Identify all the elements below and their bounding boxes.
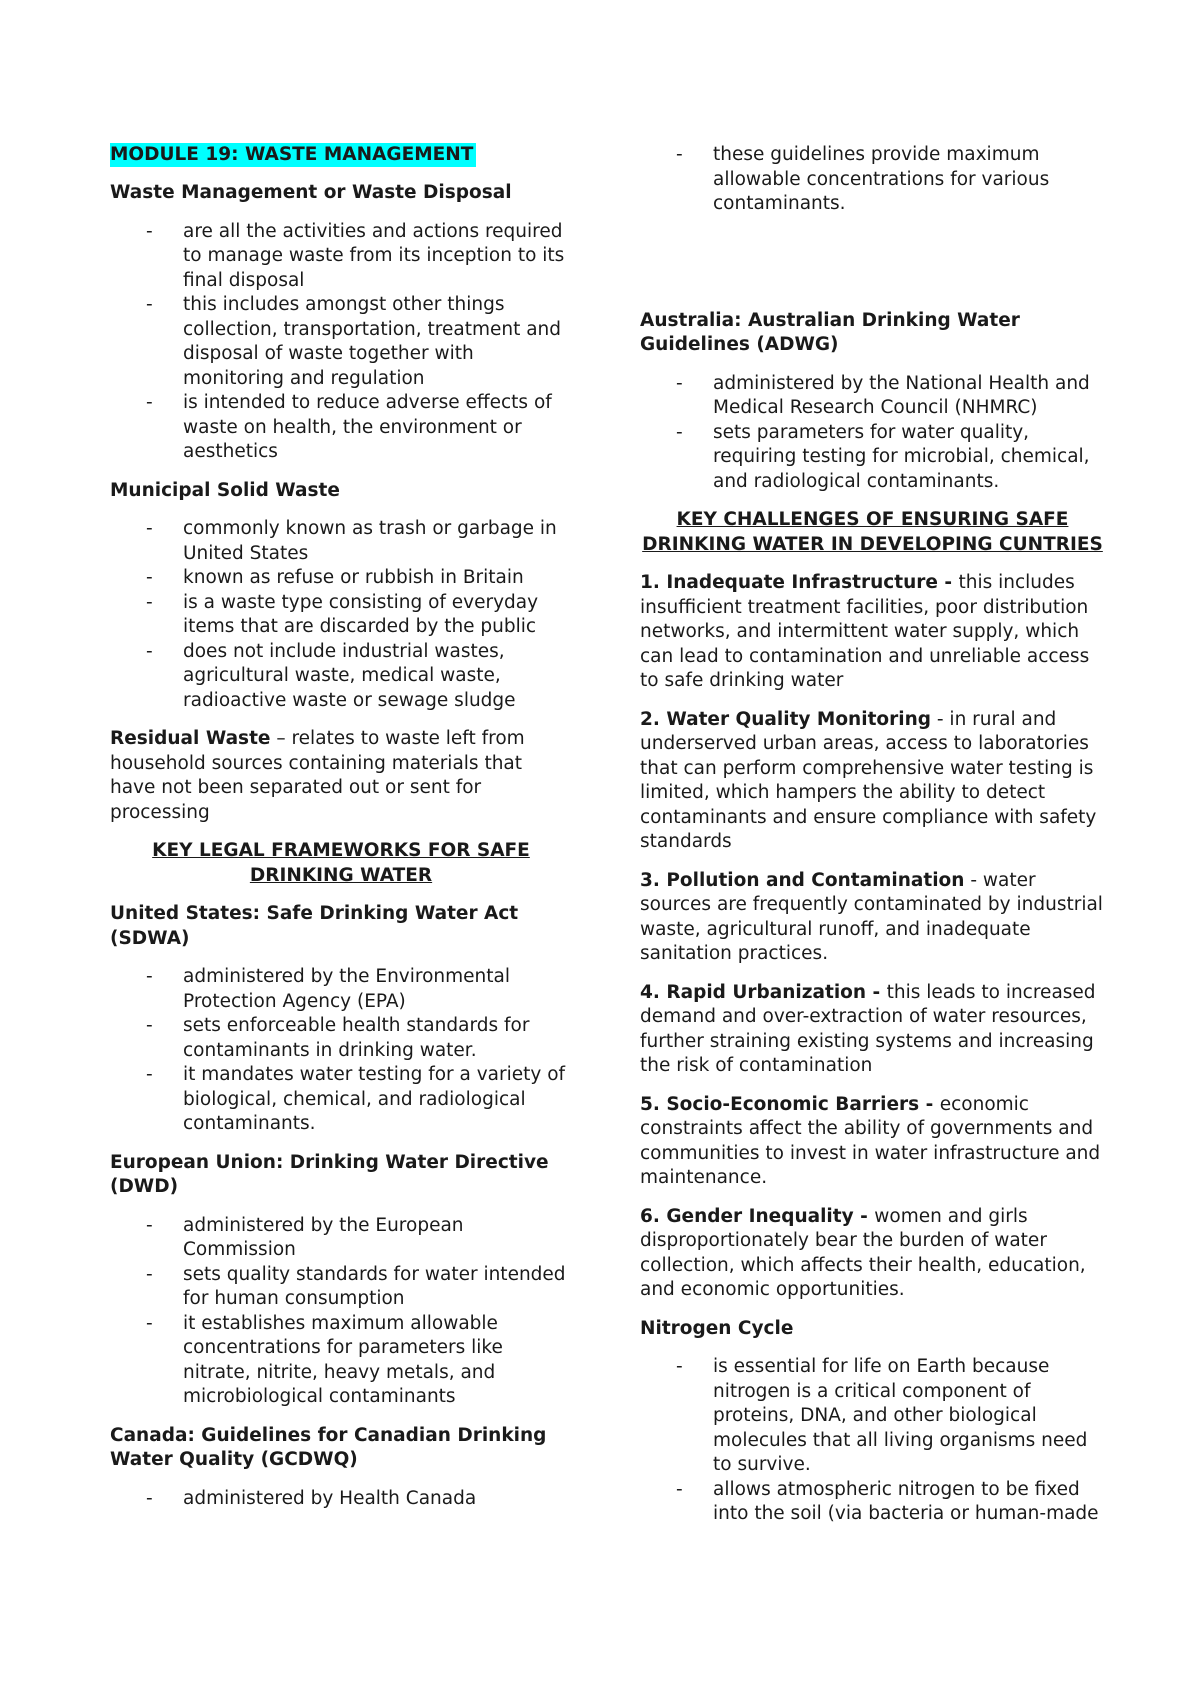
list-item: - administered by the European Commission	[110, 1214, 572, 1263]
nitrogen-cycle-heading: Nitrogen Cycle	[640, 1317, 794, 1339]
list-item: - commonly known as trash or garbage in United States	[110, 517, 572, 566]
list-item: - this includes amongst other things collection, transportation, treatment and disposal of waste together with monitoring and regulation	[110, 293, 572, 391]
list-item: - is intended to reduce adverse effects of waste on health, the environment or aesthetics	[110, 391, 572, 465]
challenge-text: - in rural and underserved urban areas, access to laboratories that can perform comprehensive water testing is limited, which hampers the ability to detect contaminants and ensure compliance with safety standards	[640, 708, 1097, 852]
msw-heading: Municipal Solid Waste	[110, 479, 340, 501]
challenge-term: 6. Gender Inequality -	[640, 1205, 875, 1227]
challenge-term: 4. Rapid Urbanization -	[640, 981, 887, 1003]
challenge-term: 2. Water Quality Monitoring	[640, 708, 931, 730]
list-item: - sets enforceable health standards for contaminants in drinking water.	[110, 1014, 572, 1063]
module-title: MODULE 19: WASTE MANAGEMENT	[110, 143, 476, 167]
challenge-text: women and girls disproportionately bear the burden of water collection, which affects their health, education, and economic opportunities.	[640, 1205, 1086, 1300]
list-item: - administered by the Environmental Protection Agency (EPA)	[110, 965, 572, 1014]
msw-list	[110, 517, 572, 713]
challenge-text: - water sources are frequently contaminated by industrial waste, agricultural runoff, and inadequate sanitation practices.	[640, 869, 1103, 964]
eu-dwd-list	[110, 1214, 572, 1410]
challenges-title: KEY CHALLENGES OF ENSURING SAFE DRINKING WATER IN DEVELOPING CUNTRIES	[642, 509, 1103, 555]
legal-frameworks-title: KEY LEGAL FRAMEWORKS FOR SAFE DRINKING WATER	[152, 840, 530, 886]
list-item: - these guidelines provide maximum allowable concentrations for various contaminants.	[640, 143, 1105, 217]
left-column	[110, 143, 572, 1525]
challenge-term: 5. Socio-Economic Barriers -	[640, 1093, 940, 1115]
eu-dwd-heading: European Union: Drinking Water Directive (DWD)	[110, 1151, 549, 1197]
challenge-paragraph	[640, 571, 1105, 694]
australia-adwg-list	[640, 372, 1105, 495]
list-item: - administered by Health Canada	[110, 1487, 572, 1512]
challenge-text: this leads to increased demand and over-extraction of water resources, further straining existing systems and increasing the risk of contamination	[640, 981, 1096, 1076]
list-item: - is essential for life on Earth because nitrogen is a critical component of proteins, DNA, and other biological molecules that all living organisms need to survive.	[640, 1355, 1105, 1478]
right-column	[640, 143, 1105, 1541]
us-sdwa-list	[110, 965, 572, 1137]
challenge-text: this includes insufficient treatment facilities, poor distribution networks, and intermittent water supply, which can lead to contamination and unreliable access to safe drinking water	[640, 572, 1090, 691]
waste-management-list	[110, 220, 572, 465]
challenge-term: 3. Pollution and Contamination	[640, 869, 965, 891]
list-item: - known as refuse or rubbish in Britain	[110, 566, 572, 591]
challenge-paragraph	[640, 1205, 1105, 1303]
residual-waste-paragraph	[110, 727, 572, 825]
list-item: - does not include industrial wastes, agricultural waste, medical waste, radioactive waste or sewage sludge	[110, 640, 572, 714]
canada-gcdwq-list-continued	[640, 143, 1105, 217]
challenge-paragraph	[640, 869, 1105, 967]
residual-waste-text: – relates to waste left from household sources containing materials that have not been separated out or sent for processing	[110, 728, 525, 823]
challenge-paragraph	[640, 708, 1105, 855]
challenge-text: economic constraints affect the ability of governments and communities to invest in water infrastructure and maintenance.	[640, 1093, 1101, 1188]
list-item: - are all the activities and actions required to manage waste from its inception to its final disposal	[110, 220, 572, 294]
list-item: - it establishes maximum allowable concentrations for parameters like nitrate, nitrite, heavy metals, and microbiological contaminants	[110, 1312, 572, 1410]
challenge-paragraph	[640, 981, 1105, 1079]
list-item: - is a waste type consisting of everyday items that are discarded by the public	[110, 591, 572, 640]
challenge-paragraph	[640, 1093, 1105, 1191]
list-item: - sets quality standards for water intended for human consumption	[110, 1263, 572, 1312]
challenge-term: 1. Inadequate Infrastructure -	[640, 572, 959, 593]
us-sdwa-heading: United States: Safe Drinking Water Act (SDWA)	[110, 903, 519, 949]
list-item: - sets parameters for water quality, requiring testing for microbial, chemical, and radiological contaminants.	[640, 421, 1105, 495]
waste-management-heading: Waste Management or Waste Disposal	[110, 182, 512, 203]
spacer	[640, 217, 1105, 309]
list-item: - allows atmospheric nitrogen to be fixed into the soil (via bacteria or human-made	[640, 1478, 1105, 1527]
australia-adwg-heading: Australia: Australian Drinking Water Guidelines (ADWG)	[640, 309, 1020, 355]
nitrogen-cycle-list	[640, 1355, 1105, 1527]
canada-gcdwq-list	[110, 1487, 572, 1512]
list-item: - administered by the National Health and Medical Research Council (NHMRC)	[640, 372, 1105, 421]
canada-gcdwq-heading: Canada: Guidelines for Canadian Drinking Water Quality (GCDWQ)	[110, 1424, 547, 1470]
residual-waste-term: Residual Waste	[110, 728, 271, 749]
list-item: - it mandates water testing for a variety of biological, chemical, and radiological contaminants.	[110, 1063, 572, 1137]
